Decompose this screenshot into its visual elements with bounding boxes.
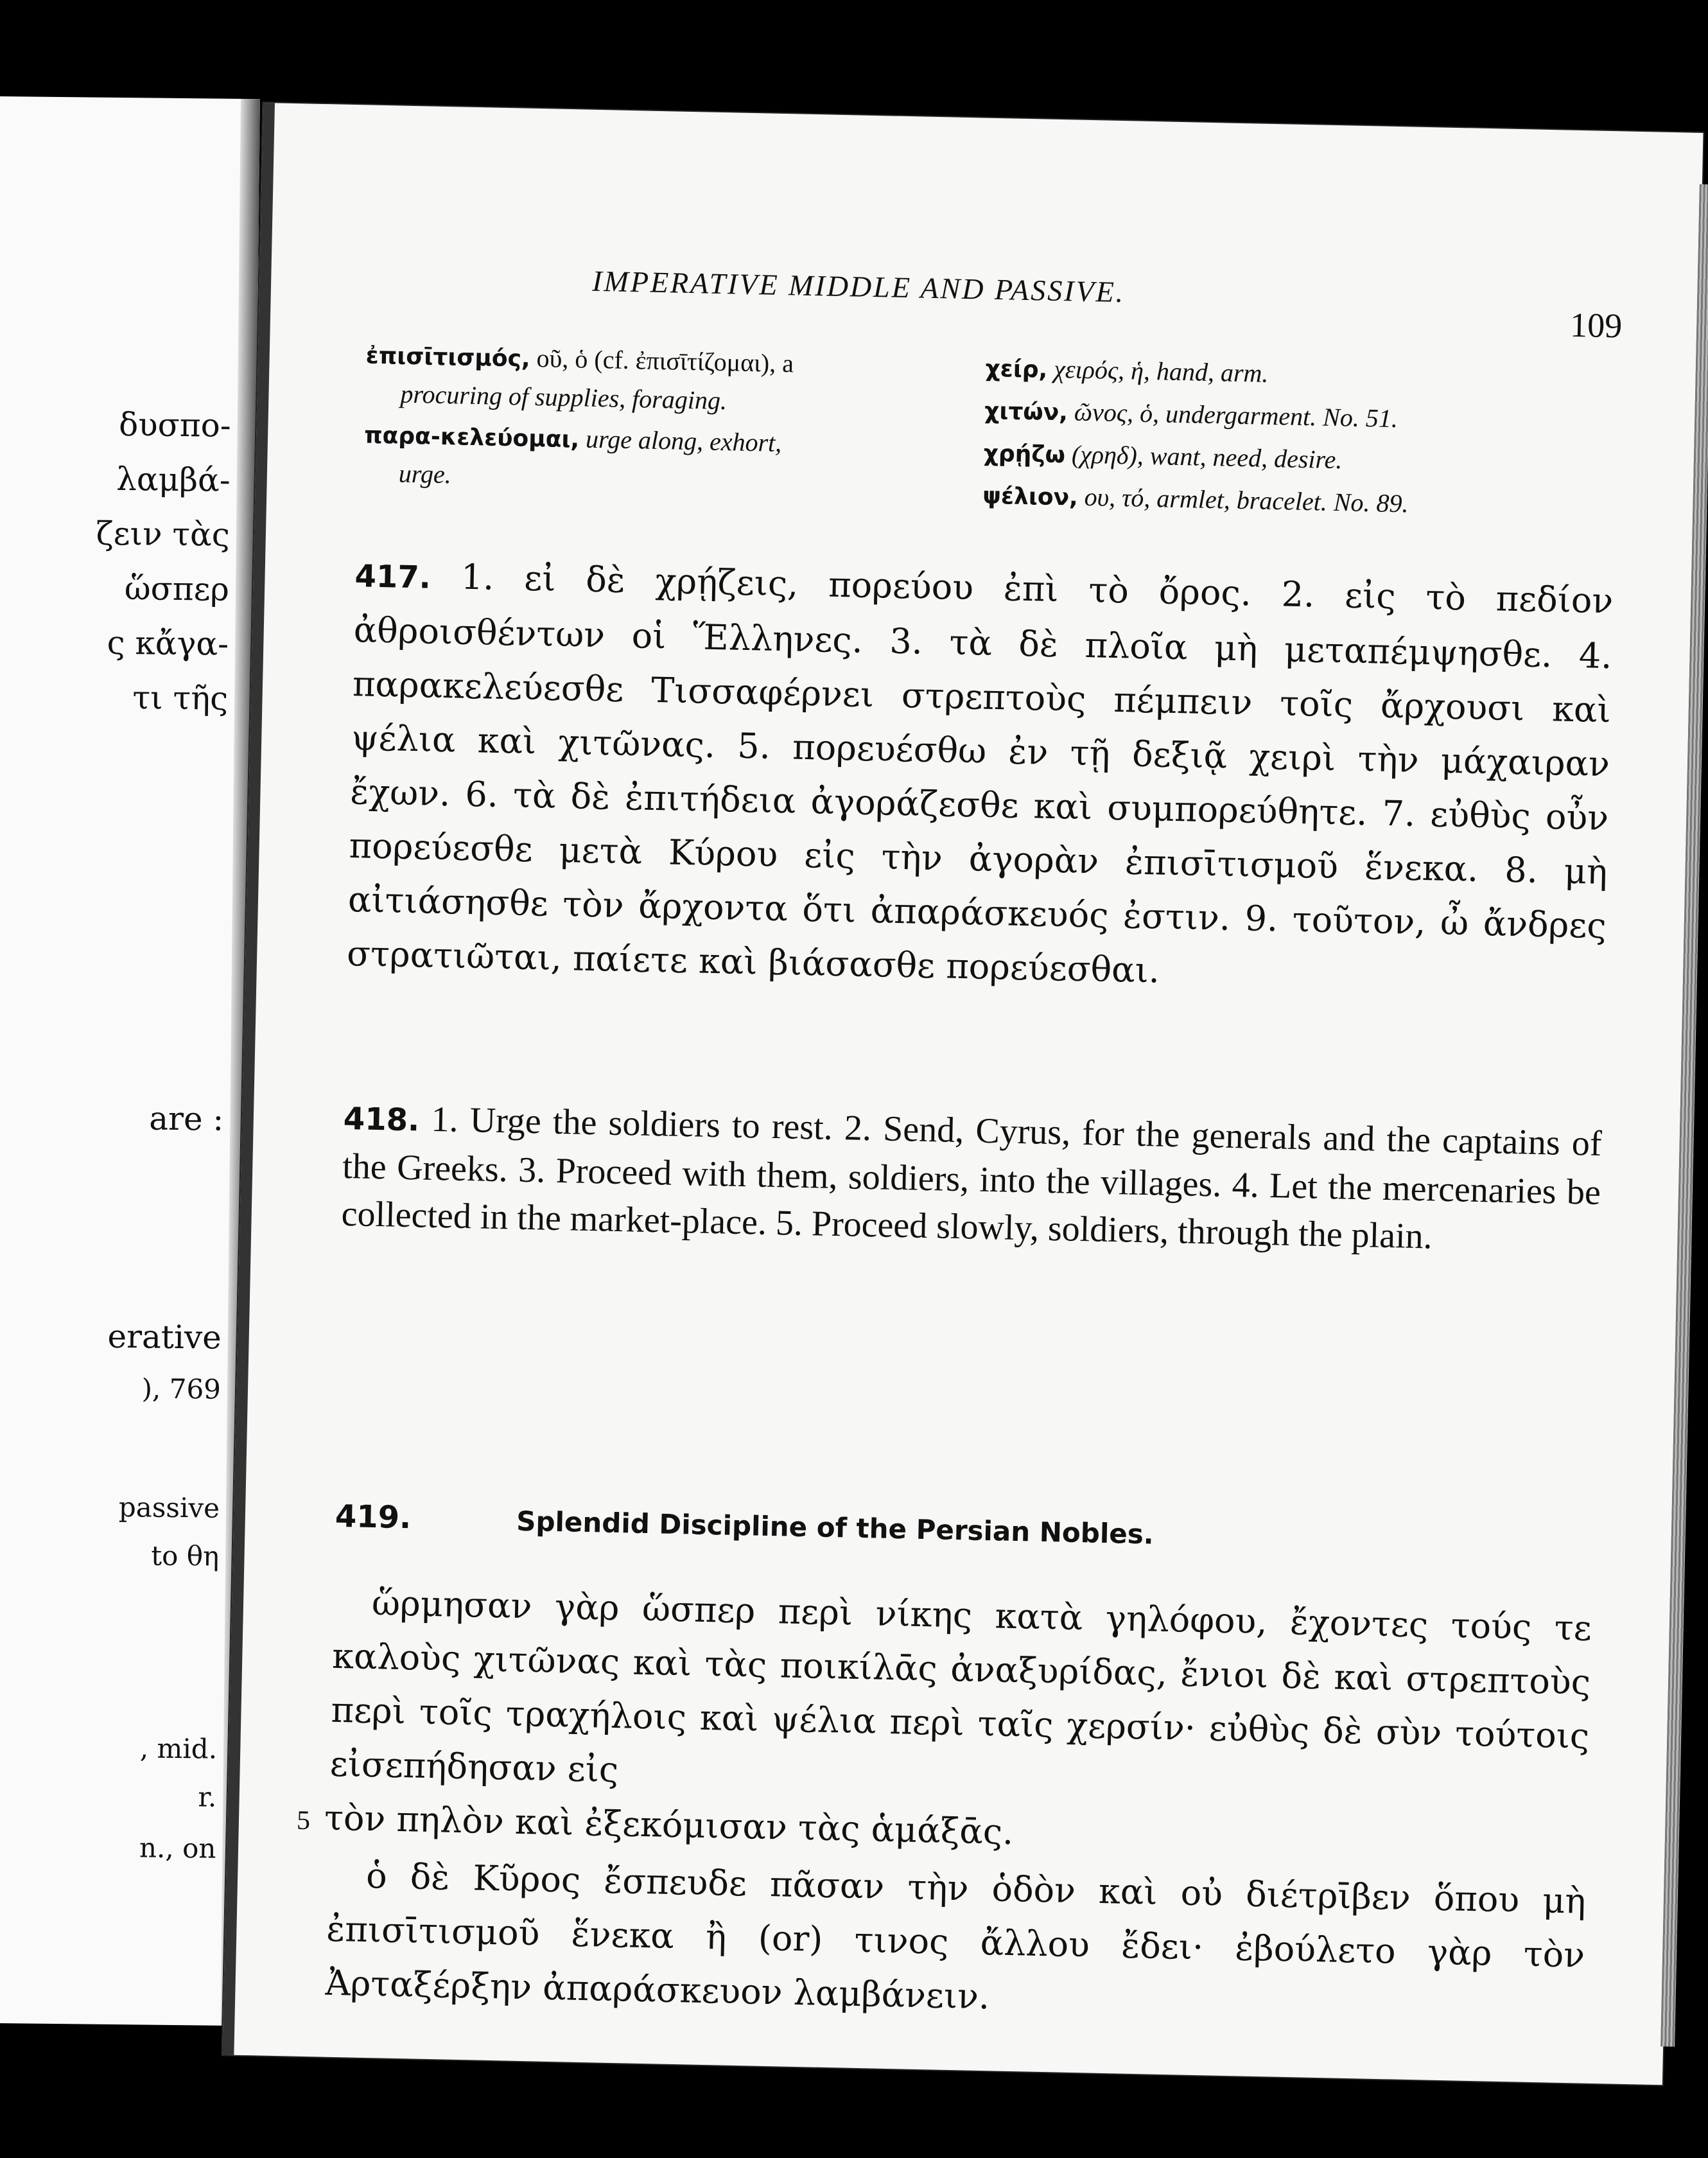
left-fragment: ζειν τὰς — [96, 514, 231, 554]
reading-paragraph — [296, 1575, 1592, 1875]
vocab-definition: (χρηδ), want, need, desire. — [1071, 439, 1343, 475]
right-page — [222, 103, 1703, 2085]
vocab-definition-cont: urge. — [398, 459, 452, 489]
vocabulary-right — [982, 349, 1608, 532]
vocab-entry — [363, 416, 961, 504]
vocab-entry — [982, 477, 1606, 528]
page-edge — [1660, 184, 1708, 2047]
left-fragment: τι τῆς — [132, 679, 229, 717]
left-fragment: n., on — [139, 1832, 216, 1864]
exercise-417 — [346, 548, 1614, 1007]
left-fragment: δυσπο- — [118, 405, 231, 444]
exercise-number: 419. — [335, 1498, 412, 1536]
vocab-entry — [365, 336, 963, 424]
left-fragment: passive — [118, 1491, 220, 1524]
vocab-word: ἐπισῑτισμός, — [365, 342, 531, 373]
vocabulary-left — [363, 336, 963, 507]
vocab-definition: ῶνος, ὁ, undergarment. No. 51. — [1074, 397, 1399, 434]
vocab-word: χείρ, — [985, 355, 1048, 383]
vocab-definition: ου, τό, armlet, bracelet. No. 89. — [1084, 482, 1409, 518]
left-fragment: ὥσπερ — [124, 570, 230, 608]
left-fragment: are : — [148, 1100, 224, 1138]
page-number: 109 — [1569, 305, 1623, 346]
reading-text: τὸν πηλὸν καὶ ἐξεκόμισαν τὰς ἁμάξᾱς. — [324, 1797, 1014, 1853]
exercise-number: 418. — [343, 1100, 420, 1139]
vocab-definition: οῦ, ὁ (cf. ἐπισῑτίζομαι), a — [536, 344, 794, 378]
left-fragment: erative — [107, 1317, 222, 1356]
left-fragment: λαμβά- — [116, 460, 231, 499]
exercise-418 — [341, 1094, 1602, 1264]
reading-title: Splendid Discipline of the Persian Nobles. — [516, 1505, 1155, 1550]
vocab-word: χιτών, — [984, 398, 1068, 426]
running-title: IMPERATIVE MIDDLE AND PASSIVE. — [591, 264, 1126, 309]
left-fragment: r. — [198, 1781, 217, 1813]
vocab-word: παρα-κελεύομαι, — [363, 422, 580, 453]
exercise-text: 1. εἰ δὲ χρῄζεις, πορεύου ἐπὶ τὸ ὄρος. 2. εἰς τὸ πεδίον ἀθροισθέντων οἱ Ἕλληνες. 3. τὰ δὲ πλοῖα μὴ μεταπέμψησθε. 4. παρακελεύεσθε Τισσαφέρνει στρεπτοὺς πέμπειν τοῖς ἄρχουσι καὶ ψέλια καὶ χιτῶνας. 5. πορευέσθω ἐν τῇ δεξιᾷ χειρὶ τὴν μάχαιραν ἔχων. 6. τὰ δὲ ἐπιτήδεια ἀγοράζεσθε καὶ συμπορεύθητε. 7. εὐθὺς οὖν πορεύεσθε μετὰ Κύρου εἰς τὴν ἀγορὰν ἐπισῑτισμοῦ ἕνεκα. 8. μὴ αἰτιάσησθε τὸν ἄρχοντα ὅτι ἀπαράσκευός ἐστιν. 9. τοῦτον, ὦ ἄνδρες στρατιῶται, παίετε καὶ βιάσασθε πορεύεσθαι. — [346, 556, 1614, 991]
vocab-definition: χειρός, ἡ, hand, arm. — [1053, 354, 1269, 388]
reading-passage — [296, 1575, 1592, 2037]
left-fragment: ς κἄγα- — [107, 624, 229, 663]
vocab-definition: urge along, exhort, — [585, 424, 782, 458]
left-fragment: , mid. — [139, 1732, 218, 1765]
reading-text: ὁ δὲ Κῦρος ἔσπευδε πᾶσαν τὴν ὁδὸν καὶ οὐ διέτρῑβεν ὅπου μὴ ἐπισῑτισμοῦ ἕνεκα ἢ (or) τινος ἄλλου ἔδει· ἐβούλετο γὰρ τὸν Ἀρταξέρξην ἀπαράσκευον λαμβάνειν. — [325, 1855, 1587, 2017]
vocab-word: ψέλιον, — [982, 482, 1079, 511]
left-fragment: ), 769 — [141, 1373, 222, 1405]
line-number: 5 — [296, 1805, 311, 1836]
reading-text: ὥρμησαν γὰρ ὥσπερ περὶ νίκης κατὰ γηλόφου, ἔχοντες τούς τε καλοὺς χιτῶνας καὶ τὰς ποικίλᾱς ἀναξυρίδας, ἔνιοι δὲ καὶ στρεπτοὺς περὶ τοῖς τραχήλοις καὶ ψέλια περὶ ταῖς χερσίν· εὐθὺς δὲ σὺν τούτοις εἰσεπήδησαν εἰς — [329, 1583, 1592, 1791]
vocab-word: χρῄζω — [983, 440, 1066, 469]
left-page — [0, 96, 260, 2026]
left-fragment: to θη — [150, 1540, 220, 1572]
exercise-number: 417. — [354, 558, 431, 596]
vocab-definition-cont: procuring of supplies, foraging. — [400, 379, 728, 416]
exercise-text: 1. Urge the soldiers to rest. 2. Send, Cyrus, for the generals and the captains of the Greeks. 3. Proceed with them, soldiers, into the villages. 4. Let the mercenaries be collected in the market-place. 5. Proceed slowly, soldiers, through the plain. — [341, 1099, 1603, 1257]
reading-heading — [335, 1498, 1594, 1561]
reading-paragraph — [325, 1848, 1587, 2037]
